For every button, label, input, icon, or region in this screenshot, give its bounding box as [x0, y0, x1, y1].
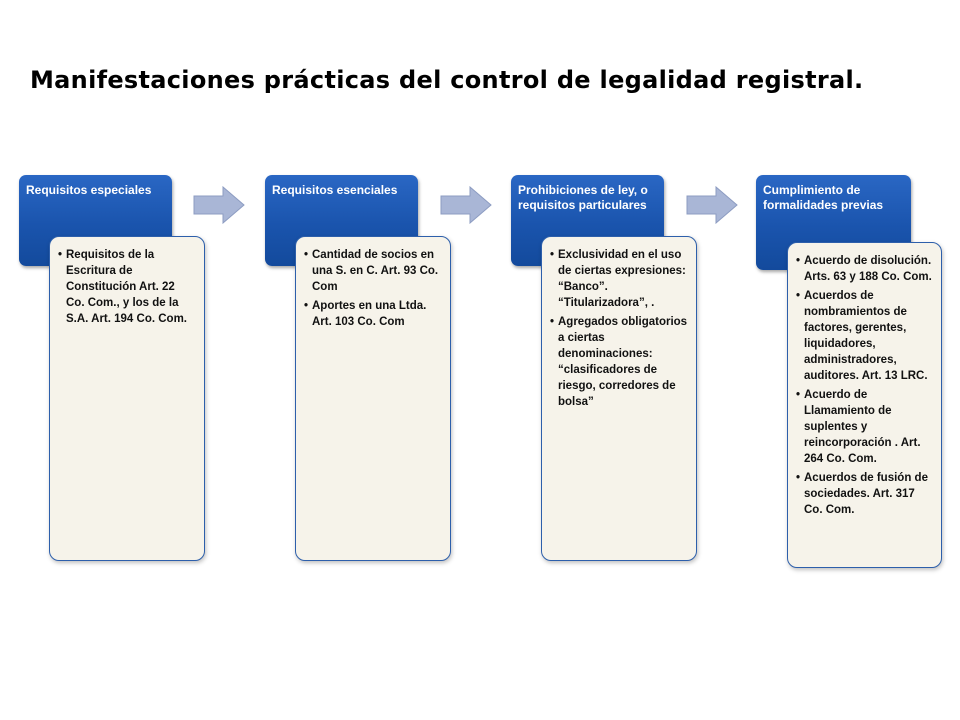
step-3-bullet: • Exclusividad en el uso de ciertas expresiones: “Banco”. “Titularizadora”, . [550, 247, 688, 311]
step-1-bullet: • Requisitos de la Escritura de Constitución Art. 22 Co. Com., y los de la S.A. Art. 194 Co. Com. [58, 247, 196, 327]
step-1-bullets [58, 247, 196, 327]
step-1-header-label: Requisitos especiales [26, 183, 152, 197]
step-4-bullet: • Acuerdos de fusión de sociedades. Art. 317 Co. Com. [796, 470, 933, 518]
step-4-bullet: • Acuerdo de Llamamiento de suplentes y reincorporación . Art. 264 Co. Com. [796, 387, 933, 467]
step-3-bullets [550, 247, 688, 410]
step-4-header-label: Cumplimiento de formalidades previas [763, 183, 884, 212]
step-4-bullet: • Acuerdo de disolución. Arts. 63 y 188 Co. Com. [796, 253, 933, 285]
step-4-bullets [796, 253, 933, 518]
step-3-header-label: Prohibiciones de ley, o requisitos particulares [518, 183, 648, 212]
step-4-bullet: • Acuerdos de nombramientos de factores, gerentes, liquidadores, administradores, auditores. Art. 13 LRC. [796, 288, 933, 384]
arrow-right-icon [440, 186, 492, 224]
arrow-right-icon [686, 186, 738, 224]
arrow-right-icon [193, 186, 245, 224]
step-3-bullet: • Agregados obligatorios a ciertas denominaciones: “clasificadores de riesgo, corredores de bolsa” [550, 314, 688, 410]
step-3-card [541, 236, 697, 561]
step-2-bullet: • Cantidad de socios en una S. en C. Art. 93 Co. Com [304, 247, 442, 295]
step-2-card [295, 236, 451, 561]
step-4-card [787, 242, 942, 568]
step-2-bullets [304, 247, 442, 330]
step-1-card [49, 236, 205, 561]
page-title: Manifestaciones prácticas del control de legalidad registral. [30, 66, 864, 94]
step-2-header-label: Requisitos esenciales [272, 183, 398, 197]
step-2-bullet: • Aportes en una Ltda. Art. 103 Co. Com [304, 298, 442, 330]
